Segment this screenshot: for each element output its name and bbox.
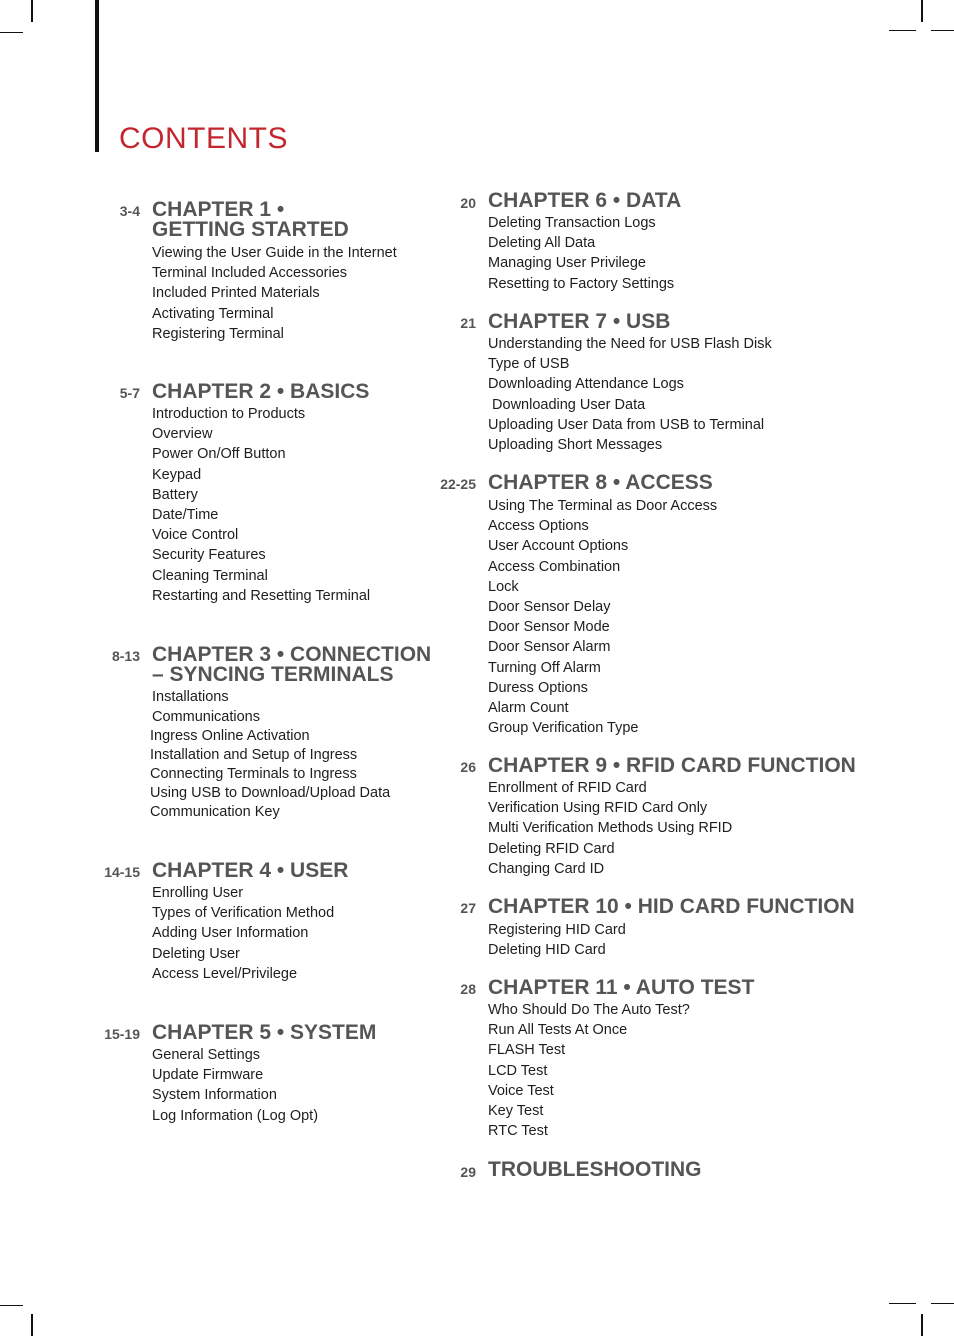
chapter-heading-line: CHAPTER 3 • CONNECTION <box>152 643 432 666</box>
chapter-heading-line: CHAPTER 10 • HID CARD FUNCTION <box>488 895 855 918</box>
page-range: 20 <box>460 195 476 211</box>
topic-item: Registering Terminal <box>152 325 284 342</box>
topic-item: General Settings <box>152 1047 261 1063</box>
topic-item: Ingress Online Activation <box>150 728 310 744</box>
chapter-heading-line: CHAPTER 4 • USER <box>152 859 349 882</box>
chapter-heading <box>488 312 670 332</box>
topic-item: Included Printed Materials <box>152 285 320 302</box>
page-range: 29 <box>460 1164 476 1180</box>
chapter-heading-line: CHAPTER 6 • DATA <box>488 189 682 212</box>
topic-item: FLASH Test <box>488 1042 566 1059</box>
topic-item: Security Features <box>152 547 266 564</box>
crop-mark <box>931 30 954 31</box>
topic-item: System Information <box>152 1087 277 1104</box>
chapter-heading <box>488 473 713 493</box>
topic-item: Door Sensor Alarm <box>488 639 611 656</box>
topic-item: Access Level/Privilege <box>152 965 298 982</box>
topic-list <box>152 404 370 606</box>
chapter-heading <box>152 382 369 402</box>
page-range: 3-4 <box>119 203 140 219</box>
topic-list <box>152 687 260 727</box>
topic-list <box>488 1000 690 1141</box>
page-range: 21 <box>460 315 476 331</box>
topic-item: Viewing the User Guide in the Internet <box>152 245 397 261</box>
topic-item: Cleaning Terminal <box>152 567 268 584</box>
topic-item: LCD Test <box>488 1062 548 1079</box>
topic-list <box>488 496 717 738</box>
crop-mark <box>889 1303 916 1304</box>
chapter-heading-line: CHAPTER 2 • BASICS <box>152 380 370 403</box>
chapter-heading-line: CHAPTER 9 • RFID CARD FUNCTION <box>488 754 856 777</box>
topic-item: Terminal Included Accessories <box>152 265 348 282</box>
topic-item: Deleting RFID Card <box>488 840 615 857</box>
chapter-heading <box>488 978 754 998</box>
crop-mark <box>31 1314 33 1336</box>
page-range: 22-25 <box>440 476 476 492</box>
topic-item: Key Test <box>488 1103 544 1120</box>
topic-item: Voice Control <box>152 527 239 544</box>
topic-item: Who Should Do The Auto Test? <box>488 1002 690 1018</box>
topic-item: Connecting Terminals to Ingress <box>150 766 357 782</box>
crop-mark <box>31 0 33 22</box>
page-range: 27 <box>460 900 476 916</box>
topic-item: Uploading Short Messages <box>488 437 663 454</box>
topic-item: Lock <box>488 578 519 595</box>
chapter-heading <box>152 645 431 685</box>
topic-item: Activating Terminal <box>152 305 274 322</box>
page-range: 5-7 <box>119 385 140 401</box>
chapter-heading <box>152 200 349 240</box>
topic-item: Multi Verification Methods Using RFID <box>488 820 733 837</box>
chapter-heading-line: CHAPTER 11 • AUTO TEST <box>488 976 755 999</box>
topic-item: Managing User Privilege <box>488 255 646 272</box>
topic-item: Door Sensor Mode <box>488 619 610 636</box>
topic-item: Adding User Information <box>152 925 309 942</box>
chapter-heading-line: CHAPTER 1 • <box>152 198 285 221</box>
topic-item: Type of USB <box>488 356 570 373</box>
topic-list <box>488 778 732 879</box>
topic-list-indented <box>150 727 390 822</box>
topic-item: Communications <box>152 709 260 726</box>
topic-item: Deleting User <box>152 945 240 962</box>
topic-item: Battery <box>152 486 198 503</box>
topic-item: Update Firmware <box>152 1067 264 1084</box>
topic-item: Deleting All Data <box>488 235 596 252</box>
topic-item: User Account Options <box>488 538 629 555</box>
topic-item: Run All Tests At Once <box>488 1022 628 1039</box>
topic-item: Communication Key <box>150 804 280 820</box>
chapter-heading <box>488 756 856 776</box>
topic-item: Downloading Attendance Logs <box>488 376 684 393</box>
topic-item: Installations <box>152 689 229 705</box>
crop-mark <box>0 32 23 33</box>
topic-item: Uploading User Data from USB to Terminal <box>488 416 765 433</box>
crop-mark <box>0 1305 23 1306</box>
topic-item: Enrolling User <box>152 885 244 901</box>
chapter-heading <box>488 897 855 917</box>
topic-list <box>152 243 397 344</box>
crop-mark <box>921 0 923 22</box>
topic-item: Voice Test <box>488 1082 554 1099</box>
topic-item: Types of Verification Method <box>152 905 335 922</box>
chapter-heading <box>488 191 681 211</box>
margin-rule <box>95 0 99 152</box>
crop-mark <box>931 1303 954 1304</box>
topic-item: Restarting and Resetting Terminal <box>152 587 371 604</box>
topic-list <box>152 1045 318 1126</box>
topic-item: Access Combination <box>488 558 621 575</box>
topic-item: Deleting Transaction Logs <box>488 215 656 231</box>
chapter-heading-line: CHAPTER 7 • USB <box>488 310 671 333</box>
topic-item: Power On/Off Button <box>152 446 286 463</box>
topic-item: Using The Terminal as Door Access <box>488 498 718 514</box>
topic-item: Enrollment of RFID Card <box>488 780 647 796</box>
topic-item: Introduction to Products <box>152 406 306 422</box>
chapter-heading-line: CHAPTER 5 • SYSTEM <box>152 1021 377 1044</box>
topic-item: RTC Test <box>488 1123 548 1140</box>
topic-item: Deleting HID Card <box>488 942 606 959</box>
topic-item: Overview <box>152 426 213 443</box>
topic-item: Downloading User Data <box>488 396 646 413</box>
topic-item: Resetting to Factory Settings <box>488 275 675 292</box>
topic-item: Changing Card ID <box>488 860 605 877</box>
topic-item: Installation and Setup of Ingress <box>150 747 358 763</box>
crop-mark <box>921 1314 923 1336</box>
topic-item: Log Information (Log Opt) <box>152 1107 319 1124</box>
page-range: 28 <box>460 981 476 997</box>
topic-item: Verification Using RFID Card Only <box>488 800 708 817</box>
topic-item: Alarm Count <box>488 700 569 717</box>
topic-item: Access Options <box>488 518 589 535</box>
topic-list <box>488 920 626 960</box>
topic-item: Date/Time <box>152 507 219 524</box>
chapter-heading <box>152 1023 376 1043</box>
topic-item: Door Sensor Delay <box>488 599 611 616</box>
page-range: 15-19 <box>104 1026 140 1042</box>
chapter-heading-line: TROUBLESHOOTING <box>488 1158 702 1181</box>
topic-item: Keypad <box>152 466 202 483</box>
page-range: 14-15 <box>104 864 140 880</box>
topic-item: Duress Options <box>488 679 588 696</box>
topic-item: Turning Off Alarm <box>488 659 601 676</box>
page-range: 26 <box>460 759 476 775</box>
topic-item: Using USB to Download/Upload Data <box>150 785 391 801</box>
topic-list <box>488 334 772 455</box>
page-range: 8-13 <box>111 648 140 664</box>
topic-item: Group Verification Type <box>488 720 639 737</box>
topic-list <box>152 883 334 984</box>
chapter-heading-line: GETTING STARTED <box>152 218 349 241</box>
chapter-heading-line: – SYNCING TERMINALS <box>152 663 394 686</box>
page-title: CONTENTS <box>119 122 288 155</box>
topic-list <box>488 213 674 294</box>
chapter-heading <box>152 861 348 881</box>
topic-item: Registering HID Card <box>488 922 626 938</box>
chapter-heading-line: CHAPTER 8 • ACCESS <box>488 471 713 494</box>
topic-item: Understanding the Need for USB Flash Disk <box>488 336 772 352</box>
chapter-heading <box>488 1160 702 1180</box>
crop-mark <box>889 30 916 31</box>
